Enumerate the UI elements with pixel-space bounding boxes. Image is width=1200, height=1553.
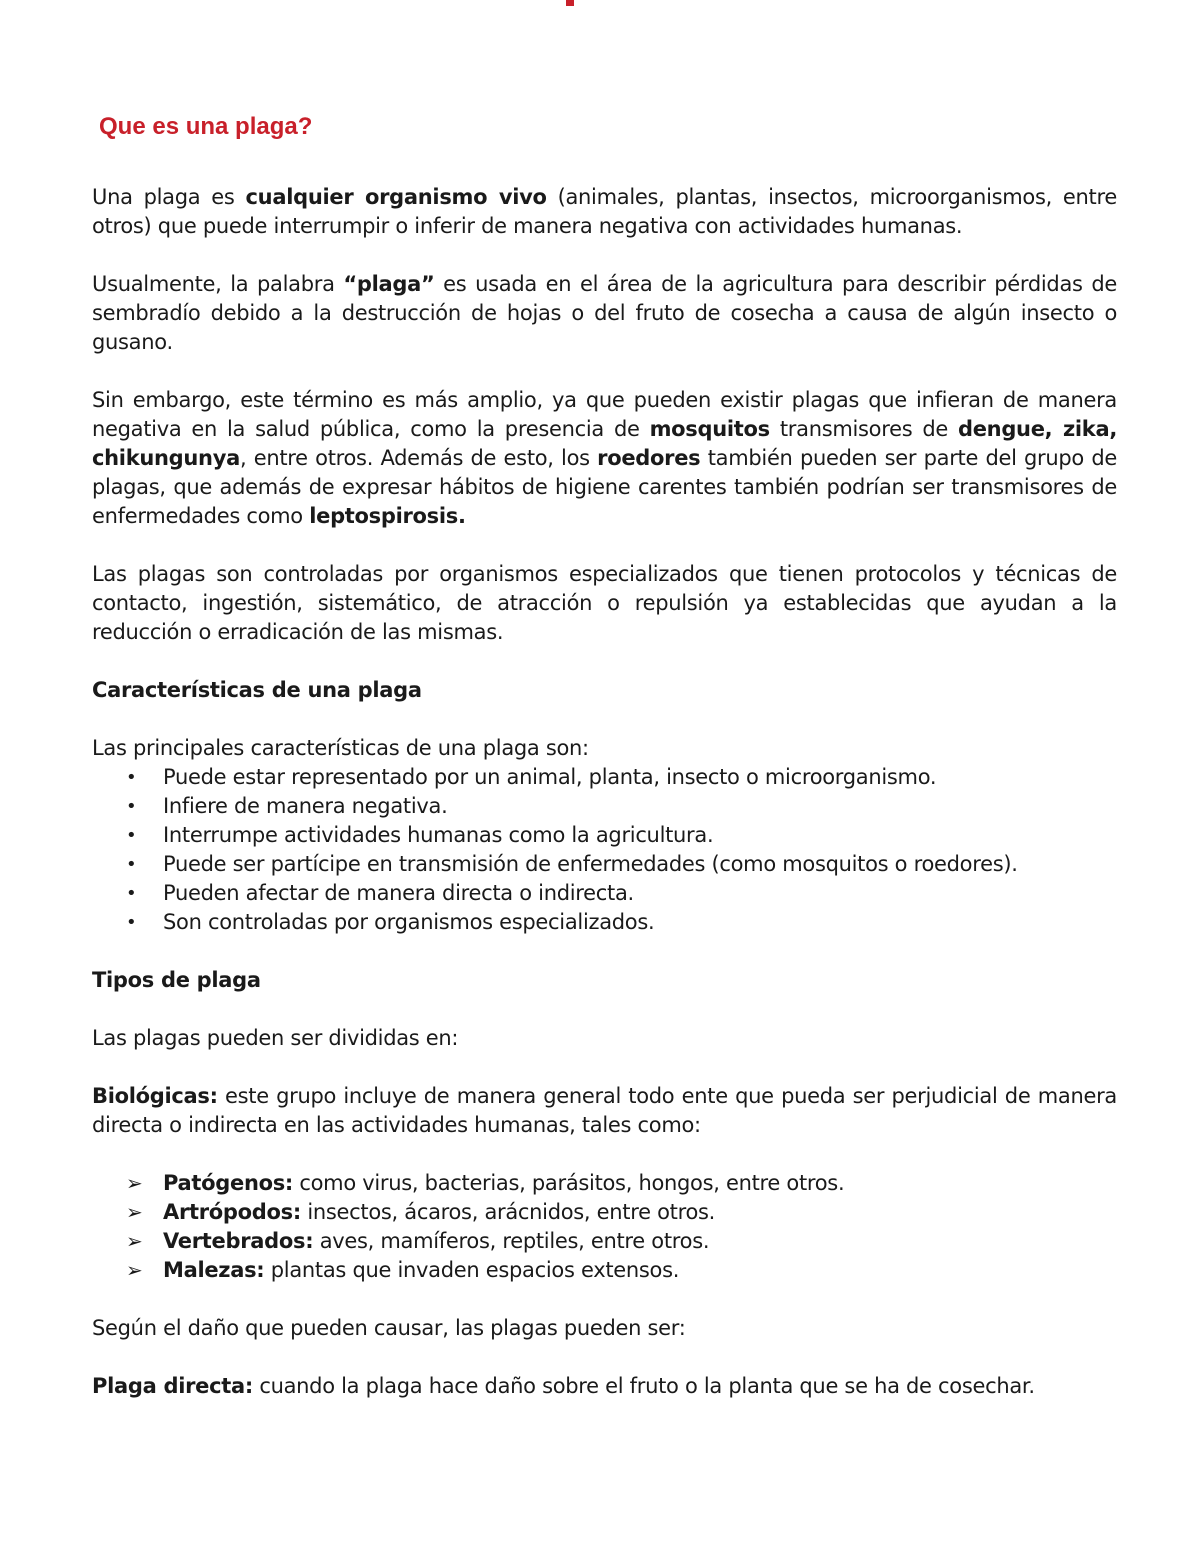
caracteristicas-intro: Las principales características de una plaga son:: [92, 736, 589, 760]
bullet-icon: •: [126, 912, 137, 933]
list-item: [92, 1227, 1117, 1256]
text-run: aves, mamíferos, reptiles, entre otros.: [313, 1229, 710, 1253]
top-red-mark: [566, 0, 574, 6]
bold-run: Vertebrados:: [163, 1229, 314, 1253]
bold-run: Artrópodos:: [163, 1200, 301, 1224]
bullet-icon: •: [126, 796, 137, 817]
arrow-bullet-icon: ➢: [126, 1229, 143, 1253]
document-body: [92, 183, 1117, 1430]
text-run: , entre otros. Además de esto, los: [239, 446, 598, 470]
list-item: [92, 1169, 1117, 1198]
list-item-text: Infiere de manera negativa.: [163, 794, 448, 818]
text-run: como virus, bacterias, parásitos, hongos, entre otros.: [293, 1171, 845, 1195]
text-run: es usada en el área de la agricultura para describir pérdidas de sembradío debido a la destrucción de hojas o del fruto de cosecha a causa de algún insecto o gusano.: [92, 272, 1117, 354]
arrow-bullet-icon: ➢: [126, 1200, 143, 1224]
arrow-bullet-icon: ➢: [126, 1258, 143, 1282]
bold-run: cualquier organismo vivo: [245, 185, 547, 209]
paragraph-agricultura: [92, 270, 1117, 357]
bold-run: roedores: [597, 446, 701, 470]
text-run: también pueden ser parte del grupo de plagas, que además de expresar hábitos de higiene carentes también podrían ser transmisores de enfermedades como: [92, 446, 1118, 528]
text-run: (animales, plantas, insectos, microorganismos, entre otros) que puede interrumpir o inferir de manera negativa con actividades humanas.: [92, 185, 1117, 238]
bullet-icon: •: [126, 767, 137, 788]
list-item-text: Pueden afectar de manera directa o indirecta.: [163, 881, 634, 905]
paragraph-salud-publica: [92, 386, 1117, 531]
bold-run: Malezas:: [163, 1258, 265, 1282]
list-item-text: Interrumpe actividades humanas como la agricultura.: [163, 823, 714, 847]
bold-run: dengue, zika, chikungunya: [92, 417, 1117, 470]
paragraph-biologicas: [92, 1082, 1117, 1140]
bullet-icon: •: [126, 883, 137, 904]
bold-run: Patógenos:: [163, 1171, 294, 1195]
text-run: cuando la plaga hace daño sobre el fruto o la planta que se ha de cosechar.: [252, 1374, 1035, 1398]
bold-run: “plaga”: [343, 272, 435, 296]
list-item-text: Puede ser partícipe en transmisión de enfermedades (como mosquitos o roedores).: [163, 852, 1018, 876]
list-item: [92, 850, 1117, 879]
list-item: [92, 1198, 1117, 1227]
bold-run: leptospirosis.: [309, 504, 466, 528]
list-item-text: Son controladas por organismos especializados.: [163, 910, 655, 934]
heading-caracteristicas: Características de una plaga: [92, 678, 422, 702]
bold-run: mosquitos: [649, 417, 770, 441]
heading-tipos: Tipos de plaga: [92, 968, 261, 992]
paragraph-plaga-directa: [92, 1372, 1117, 1401]
tipos-intro: Las plagas pueden ser divididas en:: [92, 1026, 459, 1050]
bold-run: Plaga directa:: [92, 1374, 253, 1398]
list-item: [92, 763, 1117, 792]
biologicas-list: [92, 1169, 1117, 1285]
text-run: insectos, ácaros, arácnidos, entre otros.: [300, 1200, 716, 1224]
list-item: [92, 1256, 1117, 1285]
list-item: [92, 821, 1117, 850]
list-item: [92, 792, 1117, 821]
text-run: plantas que invaden espacios extensos.: [264, 1258, 680, 1282]
paragraph-definition: [92, 183, 1117, 241]
dano-intro: Según el daño que pueden causar, las plagas pueden ser:: [92, 1316, 686, 1340]
list-item-text: Puede estar representado por un animal, planta, insecto o microorganismo.: [163, 765, 937, 789]
bullet-icon: •: [126, 854, 137, 875]
text-run: Una plaga es: [92, 185, 246, 209]
text-run: Usualmente, la palabra: [92, 272, 344, 296]
arrow-bullet-icon: ➢: [126, 1171, 143, 1195]
text-run: Sin embargo, este término es más amplio, ya que pueden existir plagas que infieran de manera negativa en la salud pública, como la presencia de: [92, 388, 1117, 441]
text-run: transmisores de: [769, 417, 958, 441]
page-title: Que es una plaga?: [99, 113, 313, 140]
list-item: [92, 879, 1117, 908]
text-run: este grupo incluye de manera general todo ente que pueda ser perjudicial de manera directa o indirecta en las actividades humanas, tales como:: [92, 1084, 1117, 1137]
bullet-icon: •: [126, 825, 137, 846]
caracteristicas-list: [92, 763, 1117, 937]
list-item: [92, 908, 1117, 937]
bold-run: Biológicas:: [92, 1084, 218, 1108]
paragraph-control: Las plagas son controladas por organismos especializados que tienen protocolos y técnicas de contacto, ingestión, sistemático, de atracción o repulsión ya establecidas que ayudan a la reducción o erradicación de las mismas.: [92, 562, 1117, 644]
